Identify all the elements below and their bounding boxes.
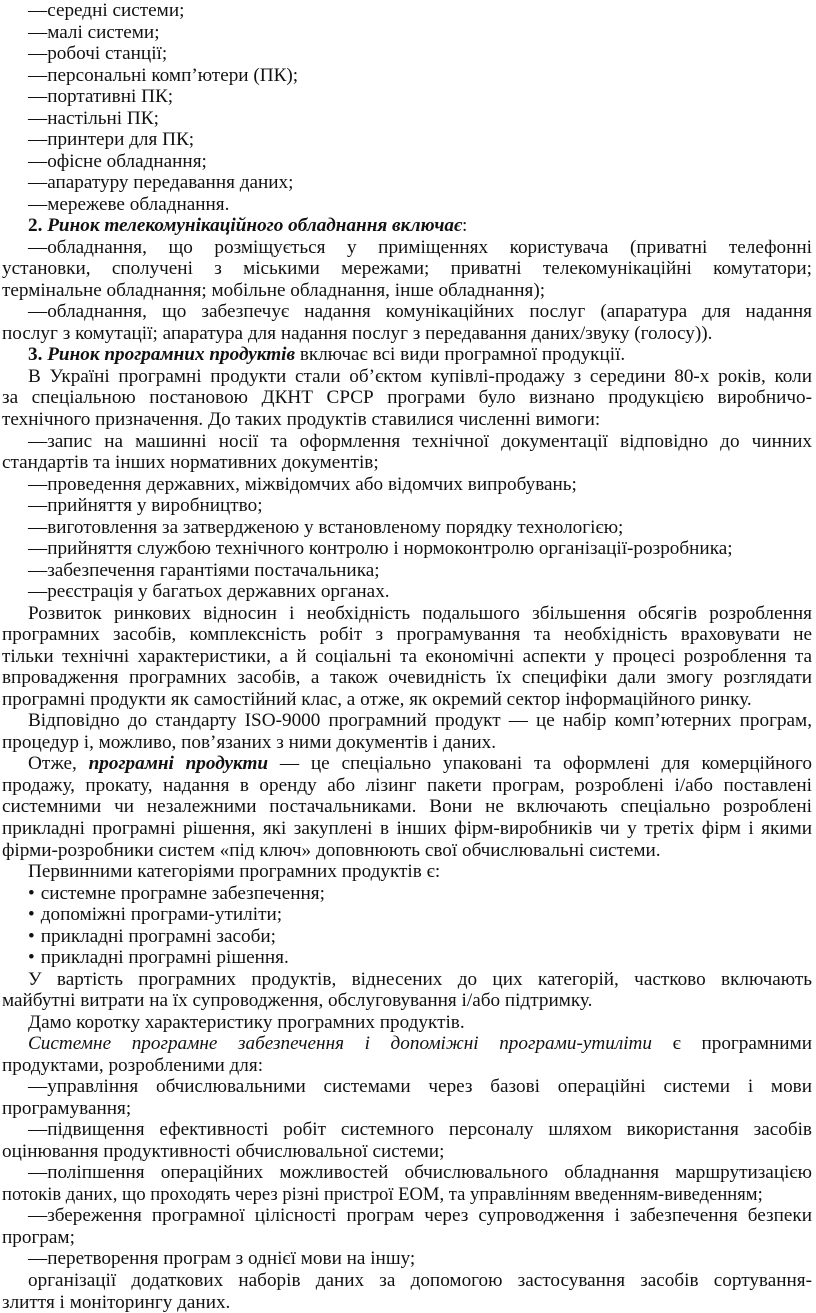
list-item: — малі системи;	[2, 22, 812, 44]
paragraph-line: прикладні програмні рішення, які закуплені в інших фірм-виробників чи у третіх фірм і якими	[2, 817, 812, 839]
bullet-item: • прикладні програмні засоби;	[2, 926, 812, 948]
paragraph-line: фірми-розробники систем «під ключ» доповнюють свої обчислювальні системи.	[2, 839, 661, 861]
paragraph-line	[2, 1033, 812, 1055]
paragraph-line: Розвиток ринкових відносин і необхідність подальшого збільшення обсягів розроблення	[28, 602, 812, 624]
section-number: 3.	[28, 344, 48, 366]
list-item: — персональні комп’ютери (ПК);	[2, 65, 812, 87]
paragraph-line: злиття і моніторингу даних.	[2, 1291, 231, 1313]
list-item: — запис на машинні носії та оформлення технічної документації відповідно до чинних	[2, 431, 812, 453]
paragraph-line: установки, сполучені з міськими мережами; приватні телекомунікаційні комутатори;	[2, 258, 812, 280]
paragraph-line: системними чи незалежними постачальниками. Вони не включають спеціально розроблені	[2, 796, 812, 818]
list-item: — настільні ПК;	[2, 108, 812, 130]
bullet-item: • системне програмне забезпечення;	[2, 883, 812, 905]
list-item: — забезпечення гарантіями постачальника;	[2, 560, 812, 582]
paragraph-line: впровадження програмних засобів, а також очевидність їх специфіки дали змогу розглядати	[2, 667, 812, 689]
paragraph-line: Дамо коротку характеристику програмних продуктів.	[28, 1011, 465, 1033]
list-item: — обладнання, що розміщується у приміщеннях користувача (приватні телефонні	[2, 237, 812, 259]
list-item: — обладнання, що забезпечує надання комунікаційних послуг (апаратура для надання	[2, 301, 812, 323]
paragraph-line: продажу, прокату, надання в оренду або лізинг пакети програм, розроблені і/або поставлені	[2, 774, 812, 796]
text-run: Отже,	[28, 753, 89, 775]
list-item: — виготовлення за затвердженою у встановленому порядку технологією;	[2, 517, 812, 539]
text-run: є програмними	[652, 1033, 812, 1055]
bullet-item: • прикладні програмні рішення.	[2, 947, 812, 969]
section-heading-3	[2, 344, 812, 366]
section-number: 2.	[28, 215, 48, 237]
paragraph-line: Первинними категоріями програмних продуктів є:	[28, 861, 441, 882]
list-item: — управління обчислювальними системами через базові операційні системи і мови	[2, 1076, 812, 1098]
paragraph-line: програмування;	[2, 1097, 132, 1119]
paragraph-line: організації додаткових наборів даних за допомогою застосування засобів сортування-	[28, 1270, 812, 1291]
list-item: — підвищення ефективності робіт системного персоналу шляхом використання засобів	[2, 1119, 812, 1141]
paragraph-line: програмних засобів, комплексність робіт з програмування та необхідність враховувати не	[2, 624, 812, 646]
list-item: — портативні ПК;	[2, 86, 812, 108]
paragraph-line: за спеціальною постановою ДКНТ СРСР програми було визнано продукцією виробничо-	[2, 387, 812, 409]
paragraph-line: технічного призначення. До таких продуктів ставилися численні вимоги:	[2, 409, 601, 430]
paragraph-line: В Україні програмні продукти стали об’єктом купівлі-продажу з середини 80-х років, коли	[28, 365, 812, 387]
paragraph-line: оцінювання продуктивності обчислювальної системи;	[2, 1140, 445, 1162]
list-item: — перетворення програм з однієї мови на іншу;	[2, 1248, 812, 1270]
list-item: — робочі станції;	[2, 43, 812, 65]
list-item: — мережеве обладнання.	[2, 194, 812, 216]
paragraph-line: програмні продукти як самостійний клас, а отже, як окремий сектор інформаційного ринку.	[2, 688, 752, 710]
term-software-products: програмні продукти	[88, 753, 269, 775]
list-item: — середні системи;	[2, 0, 812, 22]
section-rest: включає всі види програмної продукції.	[295, 344, 626, 366]
section-title: Ринок телекомунікаційного обладнання включає	[47, 215, 462, 237]
section-title: Ринок програмних продуктів	[47, 344, 296, 366]
paragraph-line: продуктами, розробленими для:	[2, 1054, 264, 1076]
paragraph-line: програм;	[2, 1226, 75, 1248]
section-heading-2	[2, 215, 812, 237]
term-system-software: Системне програмне забезпечення і допоміжні програми-утиліти	[28, 1033, 652, 1055]
text-run: — це спеціально упаковані та оформлені для комерційного	[268, 753, 813, 775]
list-item: — поліпшення операційних можливостей обчислювального обладнання маршрутизацією	[2, 1162, 812, 1184]
paragraph-line: послуг з комутації; апаратура для надання послуг з передавання даних/звуку (голосу)).	[2, 322, 713, 344]
list-item: — апаратуру передавання даних;	[2, 172, 812, 194]
paragraph-line: майбутні витрати на їх супроводження, обслуговування і/або підтримку.	[2, 990, 593, 1012]
paragraph-line: тільки технічні характеристики, а й соціальні та економічні аспекти у процесі розроблення та	[2, 645, 812, 667]
list-item: — реєстрація у багатьох державних органах.	[2, 581, 812, 603]
bullet-item: • допоміжні програми-утиліти;	[2, 904, 812, 926]
section-colon: :	[461, 215, 468, 237]
list-item: — офісне обладнання;	[2, 151, 812, 173]
list-item: — збереження програмної цілісності програм через супроводження і забезпечення безпеки	[2, 1205, 812, 1227]
paragraph-line: У вартість програмних продуктів, віднесених до цих категорій, частково включають	[28, 968, 812, 990]
list-item: — прийняття службою технічного контролю і нормоконтролю організації-розробника;	[2, 538, 812, 560]
paragraph-line: стандартів та інших нормативних документів;	[2, 452, 379, 473]
paragraph-line: потоків даних, що проходять через різні пристрої ЕОМ, та управлінням введенням-виведенням;	[2, 1183, 763, 1205]
list-item: — принтери для ПК;	[2, 129, 812, 151]
paragraph-line	[2, 753, 812, 775]
list-item: — прийняття у виробництво;	[2, 495, 812, 517]
paragraph-line: термінальне обладнання; мобільне обладнання, інше обладнання);	[2, 279, 546, 301]
paragraph-line: Відповідно до стандарту ISO-9000 програмний продукт — це набір комп’ютерних програм,	[28, 710, 812, 732]
paragraph-line: процедур і, можливо, пов’язаних з ними документів і даних.	[2, 731, 496, 753]
list-item: — проведення державних, міжвідомчих або відомчих випробувань;	[2, 474, 812, 496]
